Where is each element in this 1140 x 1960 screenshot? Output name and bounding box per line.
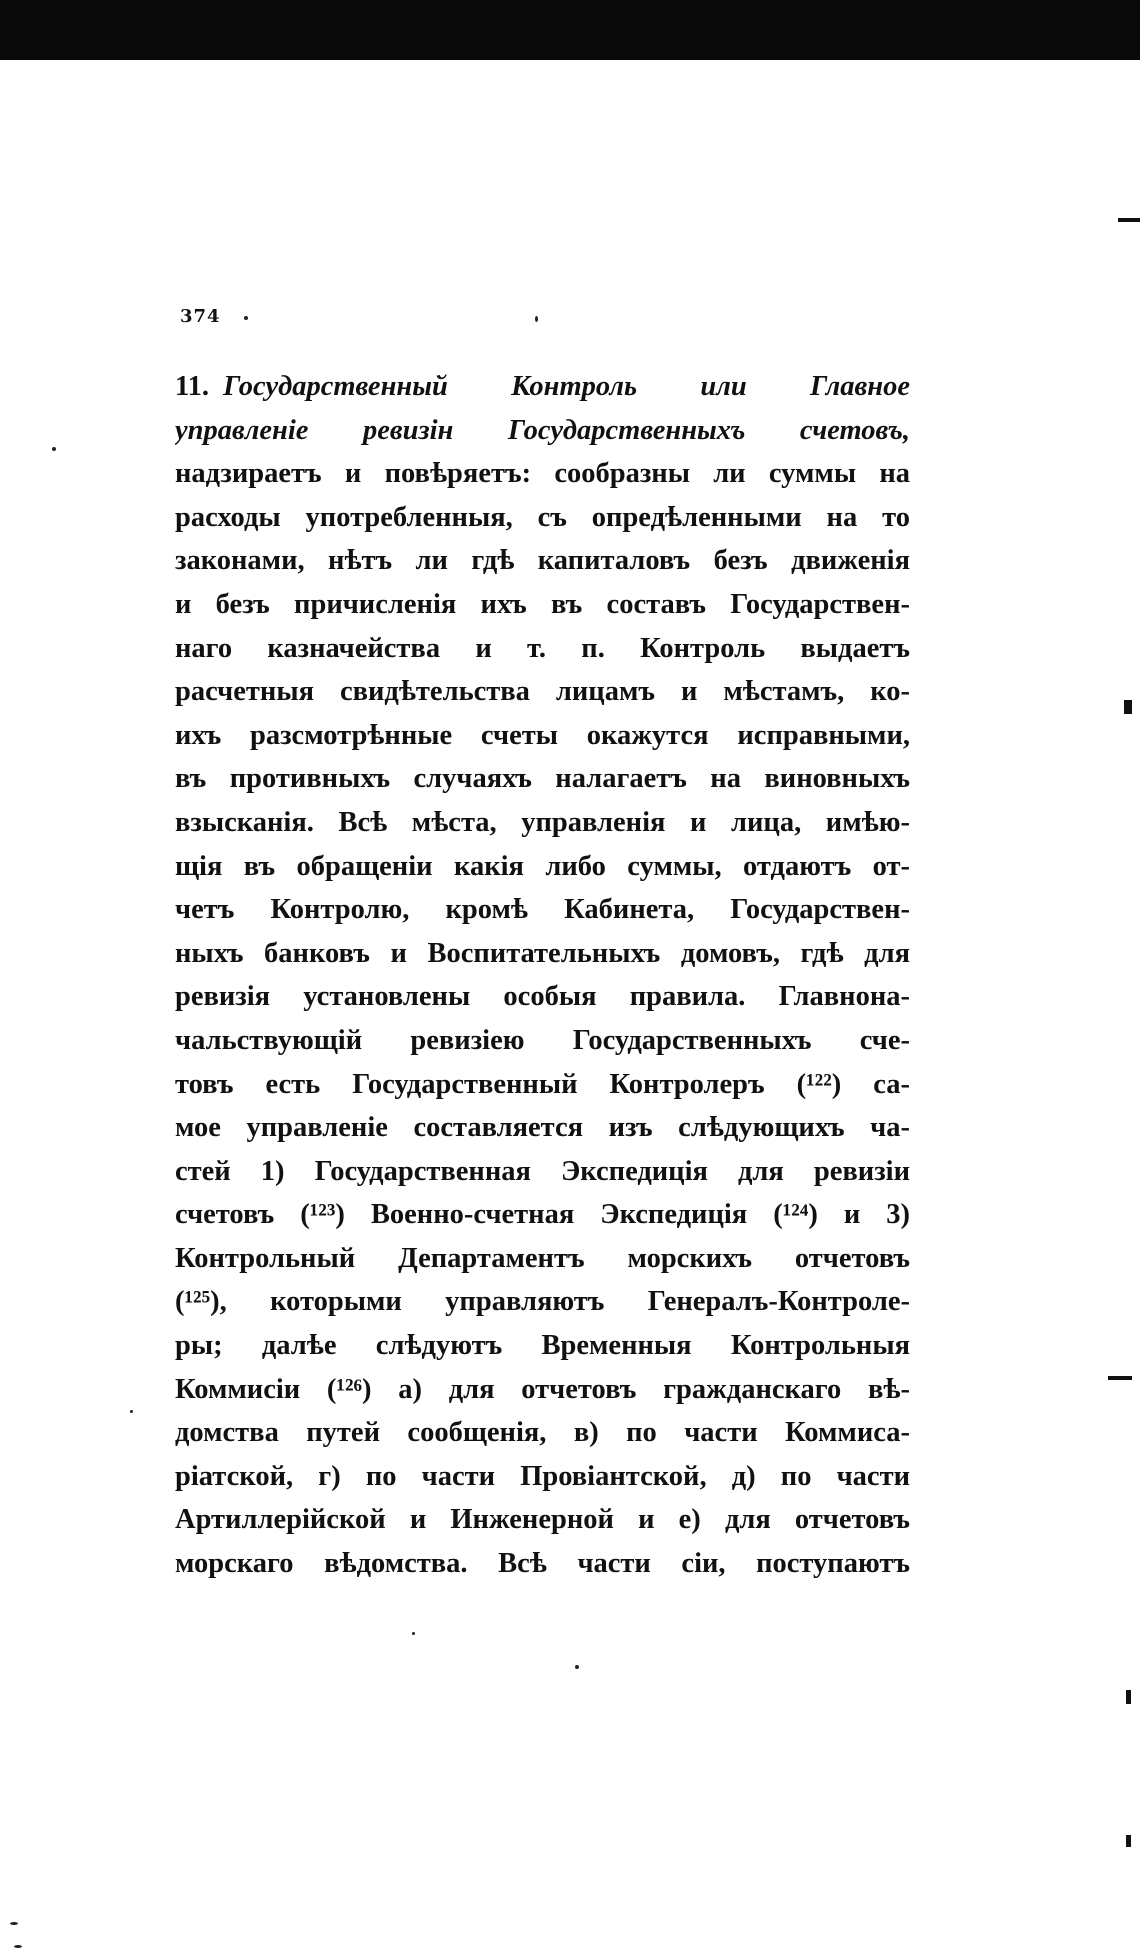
scan-speck	[575, 1665, 579, 1669]
text-line: счетовъ (¹²³) Военно-счетная Экспедиція (¹²⁴) и 3)	[175, 1199, 910, 1231]
text-line: ріатской, г) по части Провіантской, д) по части	[175, 1460, 910, 1492]
text-line: ры; далѣе слѣдуютъ Временныя Контрольныя	[175, 1330, 910, 1362]
text-line: и безъ причисленія ихъ въ составъ Государствен-	[175, 588, 910, 620]
text-line: въ противныхъ случаяхъ налагаетъ на виновныхъ	[175, 763, 910, 795]
text-line: наго казначейства и т. п. Контроль выдаетъ	[175, 632, 910, 664]
text-line: Контрольный Департаментъ морскихъ отчетовъ	[175, 1242, 910, 1274]
text-line: ревизія установлены особыя правила. Главнона-	[175, 981, 910, 1013]
text-line: ныхъ банковъ и Воспитательныхъ домовъ, гдѣ для	[175, 937, 910, 969]
text-line: чальствующій ревизіею Государственныхъ сче-	[175, 1024, 910, 1056]
text-line: (¹²⁵), которыми управляютъ Генералъ-Контроле-	[175, 1286, 910, 1318]
edge-mark	[1126, 1690, 1131, 1704]
document-body	[175, 365, 910, 1586]
heading-text-1: Государственный Контроль или Главное	[223, 371, 910, 402]
scan-speck	[244, 316, 248, 320]
scan-top-border	[0, 0, 1140, 60]
text-line: домства путей сообщенія, в) по части Коммиса-	[175, 1417, 910, 1449]
text-line: расчетныя свидѣтельства лицамъ и мѣстамъ, ко-	[175, 676, 910, 708]
text-line: ихъ разсмотрѣнные счеты окажутся исправными,	[175, 719, 910, 751]
scan-speck	[52, 447, 56, 451]
scan-speck	[130, 1410, 133, 1413]
text-line: Артиллерійской и Инженерной и е) для отчетовъ	[175, 1504, 910, 1536]
text-line: законами, нѣтъ ли гдѣ капиталовъ безъ движенія	[175, 545, 910, 577]
paragraph-number: 11.	[175, 371, 210, 402]
text-line: расходы употребленныя, съ опредѣленными на то	[175, 501, 910, 533]
text-line: мое управленіе составляется изъ слѣдующихъ ча-	[175, 1112, 910, 1144]
text-line: взысканія. Всѣ мѣста, управленія и лица, имѣю-	[175, 806, 910, 838]
heading-line-1	[175, 365, 910, 409]
page-number: 374	[180, 306, 221, 327]
text-line: четъ Контролю, кромѣ Кабинета, Государствен-	[175, 894, 910, 926]
edge-mark	[1118, 218, 1140, 222]
text-line: надзираетъ и повѣряетъ: сообразны ли суммы на	[175, 458, 910, 490]
heading-line-2: управленіе ревизін Государственныхъ счетовъ,	[175, 414, 910, 446]
scan-speck	[535, 316, 538, 322]
text-line: товъ есть Государственный Контролеръ (¹²²) са-	[175, 1068, 910, 1100]
text-line: стей 1) Государственная Экспедиція для ревизіи	[175, 1155, 910, 1187]
scan-speck	[14, 1945, 22, 1948]
edge-mark	[1124, 700, 1132, 714]
edge-mark	[1126, 1835, 1131, 1847]
text-line: Коммисіи (¹²⁶) а) для отчетовъ гражданскаго вѣ-	[175, 1373, 910, 1405]
scan-speck	[10, 1922, 18, 1925]
text-line: морскаго вѣдомства. Всѣ части сіи, поступаютъ	[175, 1548, 910, 1580]
body-lines	[175, 452, 910, 1585]
text-line: щія въ обращеніи какія либо суммы, отдаютъ от-	[175, 850, 910, 882]
scan-speck	[412, 1632, 415, 1635]
edge-mark	[1108, 1376, 1132, 1380]
